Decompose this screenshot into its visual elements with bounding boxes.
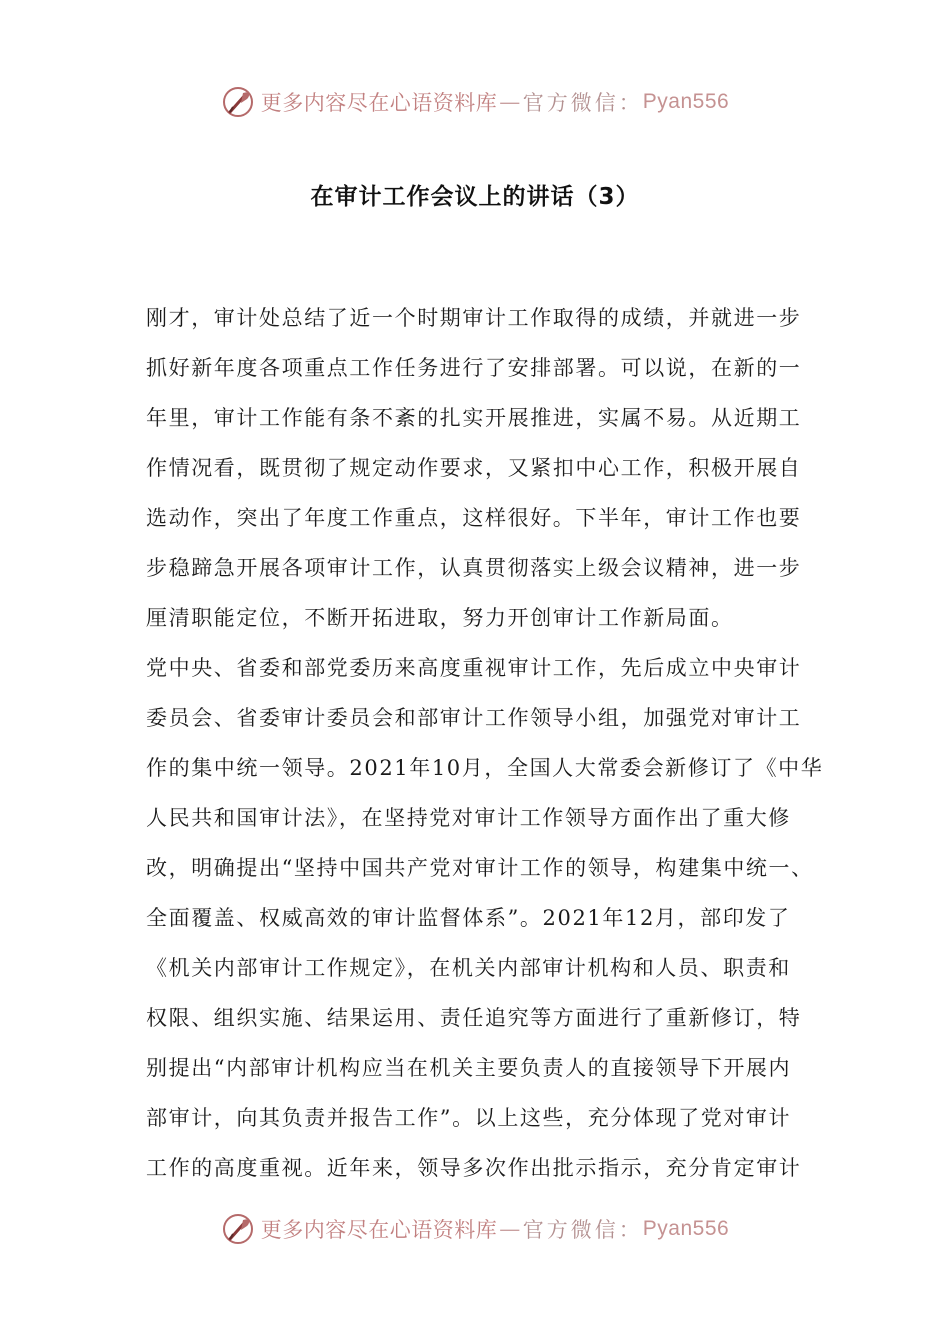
watermark-dash: — xyxy=(499,90,521,114)
watermark-brand-text: 更多内容尽在心语资料库 xyxy=(260,91,498,115)
watermark-wechat-label: 官方微信： xyxy=(522,91,643,115)
watermark-dash: — xyxy=(499,1217,521,1241)
watermark-wechat-id: Pyan556 xyxy=(642,90,730,113)
quill-pen-logo-icon xyxy=(221,85,255,119)
text-line: 抓好新年度各项重点工作任务进行了安排部署。可以说，在新的一 xyxy=(146,356,802,380)
text-line: 《机关内部审计工作规定》，在机关内部审计机构和人员、职责和 xyxy=(146,956,791,980)
text-line: 年里，审计工作能有条不紊的扎实开展推进，实属不易。从近期工 xyxy=(146,406,802,430)
watermark-wechat-id: Pyan556 xyxy=(642,1217,730,1240)
text-line: 作的集中统一领导。2021年10月，全国人大常委会新修订了《中华 xyxy=(146,756,824,780)
watermark-banner-bottom xyxy=(0,1209,950,1249)
text-line: 委员会、省委审计委员会和部审计工作领导小组，加强党对审计工 xyxy=(146,706,802,730)
document-title: 在审计工作会议上的讲话（3） xyxy=(310,184,640,210)
text-line: 选动作，突出了年度工作重点，这样很好。下半年，审计工作也要 xyxy=(146,506,802,530)
text-line: 全面覆盖、权威高效的审计监督体系”。2021年12月，部印发了 xyxy=(146,906,791,930)
text-line: 权限、组织实施、结果运用、责任追究等方面进行了重新修订，特 xyxy=(146,1006,802,1030)
text-line: 党中央、省委和部党委历来高度重视审计工作，先后成立中央审计 xyxy=(146,656,802,680)
text-line: 部审计，向其负责并报告工作”。以上这些，充分体现了党对审计 xyxy=(146,1106,792,1130)
watermark-brand-text: 更多内容尽在心语资料库 xyxy=(260,1218,498,1242)
watermark-wechat-label: 官方微信： xyxy=(522,1218,643,1242)
text-line: 作情况看，既贯彻了规定动作要求，又紧扣中心工作，积极开展自 xyxy=(146,456,802,480)
document-body xyxy=(146,298,822,1198)
watermark-banner-top xyxy=(0,82,950,122)
text-line: 人民共和国审计法》，在坚持党对审计工作领导方面作出了重大修 xyxy=(146,806,791,830)
text-line: 厘清职能定位，不断开拓进取，努力开创审计工作新局面。 xyxy=(146,606,734,630)
quill-pen-logo-icon xyxy=(221,1212,255,1246)
text-line: 刚才，审计处总结了近一个时期审计工作取得的成绩，并就进一步 xyxy=(146,306,802,330)
text-line: 改，明确提出“坚持中国共产党对审计工作的领导，构建集中统一、 xyxy=(146,856,814,880)
text-line: 别提出“内部审计机构应当在机关主要负责人的直接领导下开展内 xyxy=(146,1056,792,1080)
text-line: 工作的高度重视。近年来，领导多次作出批示指示，充分肯定审计 xyxy=(146,1156,802,1180)
text-line: 步稳蹄急开展各项审计工作，认真贯彻落实上级会议精神，进一步 xyxy=(146,556,802,580)
